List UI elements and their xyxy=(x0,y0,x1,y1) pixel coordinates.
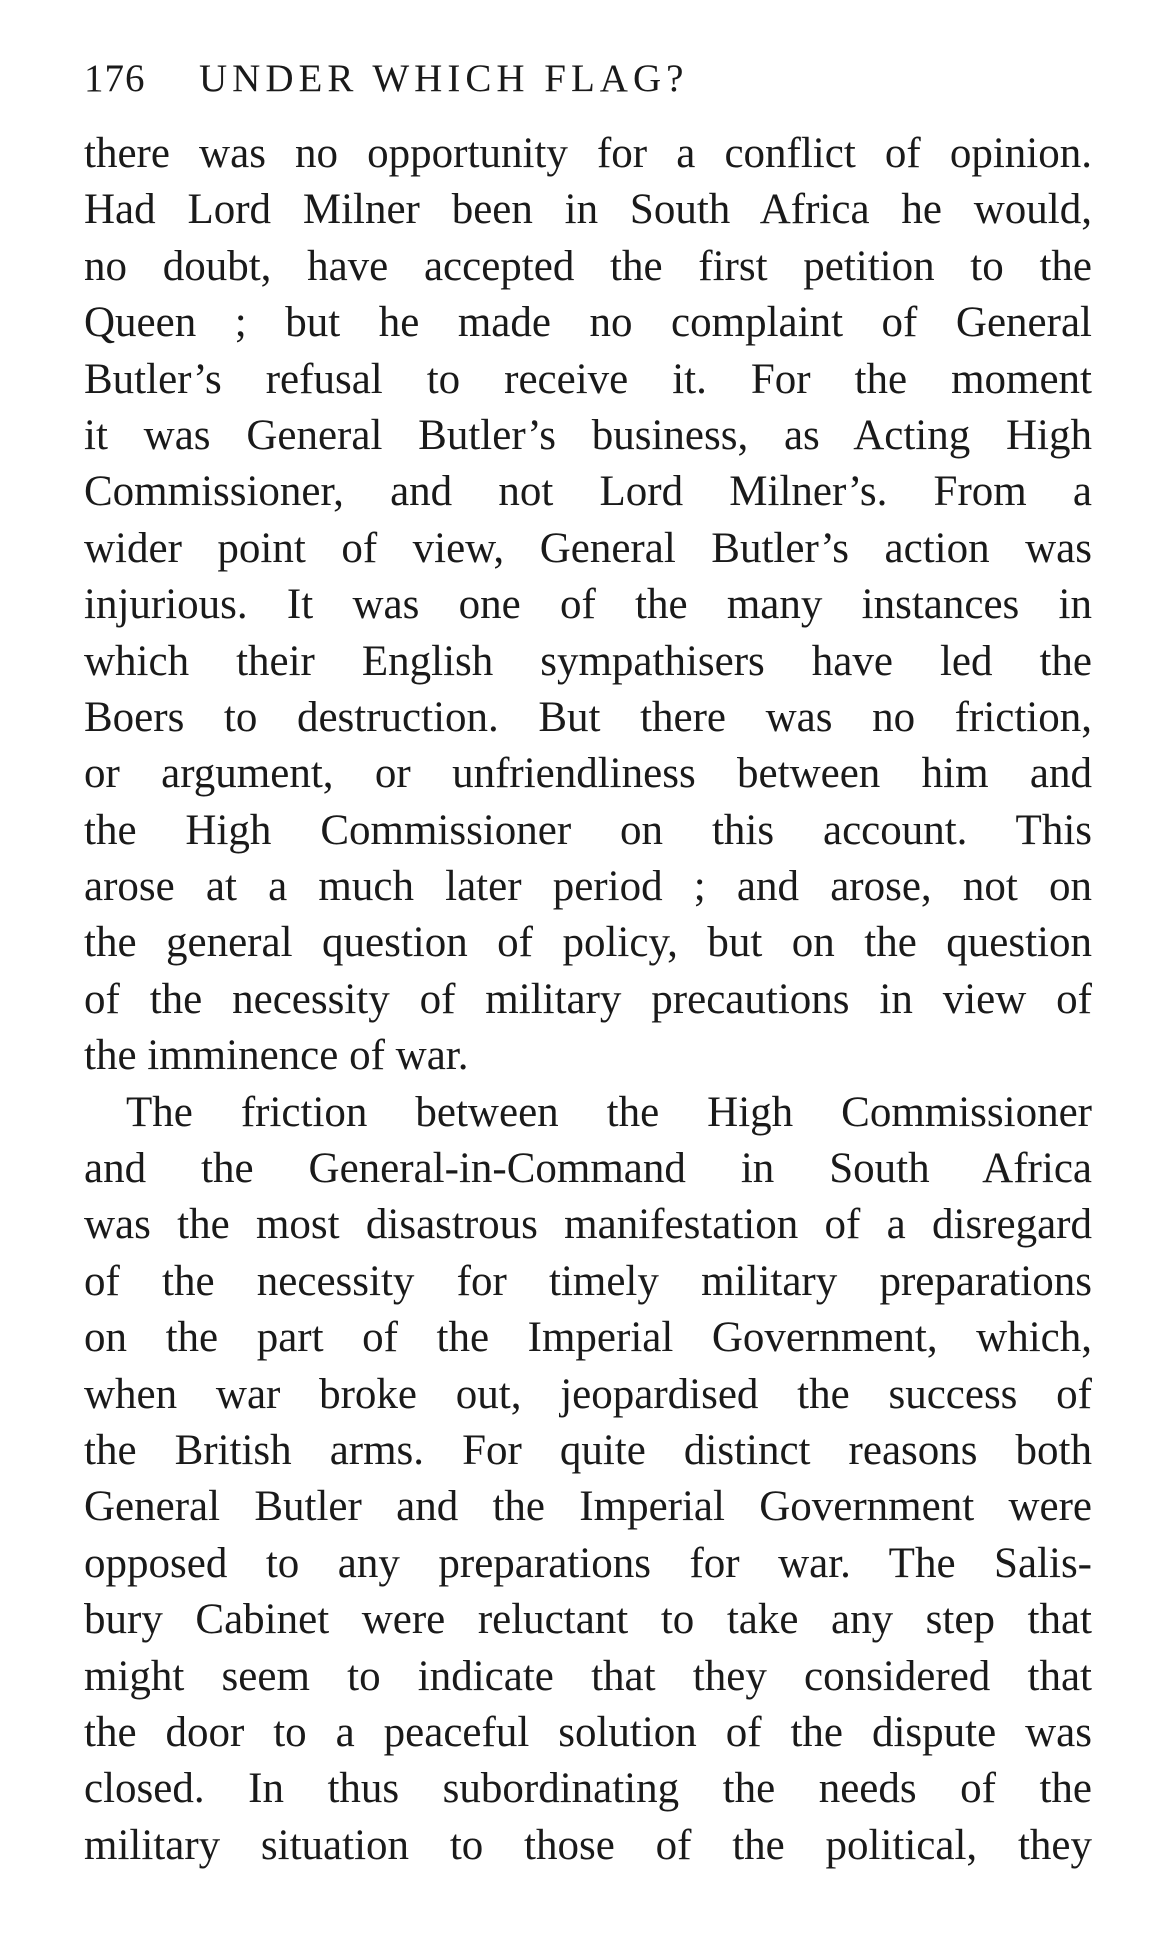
text-line: closed. In thus subordinating the needs of the xyxy=(84,1765,1092,1813)
text-line: or argument, or unfriendliness between him and xyxy=(84,750,1092,798)
text-line: military situation to those of the political, they xyxy=(84,1821,1092,1869)
text-line: the High Commissioner on this account. This xyxy=(84,806,1092,854)
running-title: UNDER WHICH FLAG? xyxy=(199,57,689,100)
text-line: General Butler and the Imperial Government were xyxy=(84,1483,1092,1531)
text-line: which their English sympathisers have led the xyxy=(84,637,1092,685)
text-line: bury Cabinet were reluctant to take any step that xyxy=(84,1596,1092,1644)
text-line: Queen ; but he made no complaint of General xyxy=(84,299,1092,347)
text-line: the general question of policy, but on the question xyxy=(84,919,1092,967)
text-line: of the necessity of military precautions in view of xyxy=(84,975,1092,1023)
text-line: of the necessity for timely military preparations xyxy=(84,1257,1092,1305)
text-line: Commissioner, and not Lord Milner’s. From a xyxy=(84,468,1092,516)
paragraph xyxy=(84,1085,1092,1874)
text-line: arose at a much later period ; and arose, not on xyxy=(84,863,1092,911)
text-line: The friction between the High Commissioner xyxy=(126,1088,1092,1136)
text-line: Butler’s refusal to receive it. For the moment xyxy=(84,355,1092,403)
body-text xyxy=(84,126,1092,1874)
text-line: the British arms. For quite distinct reasons both xyxy=(84,1426,1092,1474)
paragraph xyxy=(84,126,1092,1085)
text-line: the imminence of war. xyxy=(84,1032,469,1080)
text-line: there was no opportunity for a conflict of opinion. xyxy=(84,130,1092,177)
text-line: when war broke out, jeopardised the success of xyxy=(84,1370,1092,1418)
text-line: injurious. It was one of the many instances in xyxy=(84,581,1092,629)
text-line: was the most disastrous manifestation of a disregard xyxy=(84,1201,1092,1249)
text-line: no doubt, have accepted the first petition to the xyxy=(84,242,1092,290)
text-line: wider point of view, General Butler’s action was xyxy=(84,524,1092,572)
book-page xyxy=(84,56,1092,1874)
text-line: might seem to indicate that they considered that xyxy=(84,1652,1092,1700)
text-line: and the General-in-Command in South Africa xyxy=(84,1145,1092,1193)
text-line: on the part of the Imperial Government, which, xyxy=(84,1314,1092,1362)
text-line: Boers to destruction. But there was no friction, xyxy=(84,693,1092,741)
text-line: the door to a peaceful solution of the dispute was xyxy=(84,1708,1092,1756)
running-header xyxy=(84,56,1092,126)
page-number: 176 xyxy=(84,57,146,100)
text-line: Had Lord Milner been in South Africa he would, xyxy=(84,186,1092,234)
text-line: it was General Butler’s business, as Acting High xyxy=(84,411,1092,459)
text-line: opposed to any preparations for war. The Salis- xyxy=(84,1539,1092,1587)
